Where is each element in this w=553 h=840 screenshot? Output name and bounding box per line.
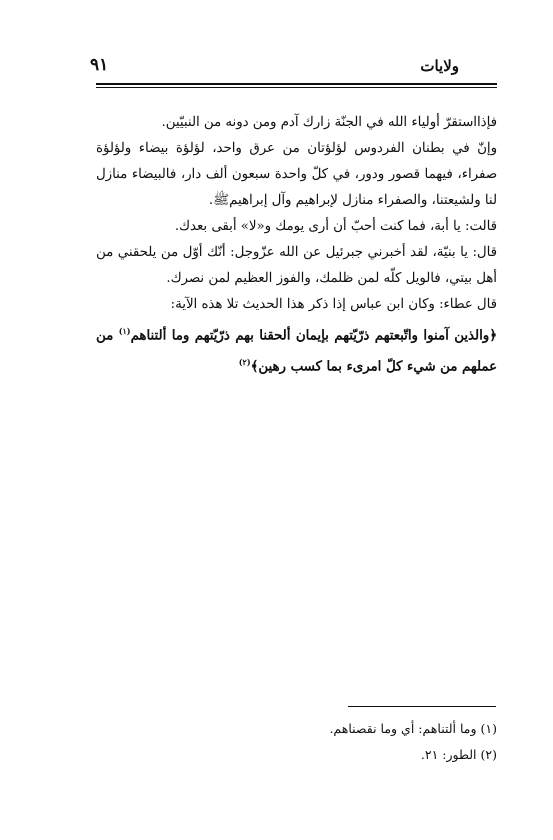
header-rule-thick [96, 83, 497, 85]
footnotes [96, 716, 497, 768]
page-number: ٩١ [90, 55, 109, 75]
paragraph-2: وإنّ في بطنان الفردوس لؤلؤتان من عرق واحد، لؤلؤة بيضاء ولؤلؤة صفراء، فيهما قصور ودور، في كلّ واحدة سبعون ألف دار، فالبيضاء منازل لنا ولشيعتنا، والصفراء منازل لإبراهيم وآل إبراهيمﷺ. [96, 141, 497, 208]
footnote-ref-1: (١) [118, 326, 131, 336]
verse-part-1: ﴿والذين آمنوا واتّبعتهم ذرّيّتهم بإيمان ألحقنا بهم ذرّيّتهم وما ألتناهم [130, 328, 497, 344]
paragraph-3: قالت: يا أبة، فما كنت أحبّ أن أرى يومك و«لا» أبقى بعدك. [174, 219, 497, 234]
verse-part-2: من عملهم من شيء كلّ امرىء بما كسب رهين﴾ [96, 328, 497, 375]
paragraph-4: قال: يا بنيّة، لقد أخبرني جبرئيل عن الله عزّوجل: أنّك أوّل من يلحقني من أهل بيتي، فالويل كلّه لمن ظلمك، والفوز العظيم لمن نصرك. [96, 245, 497, 286]
main-text [96, 110, 497, 381]
paragraph-1: فإذااستقرّ أولياء الله في الجنّة زارك آدم ومن دونه من النبيّين. [161, 115, 497, 130]
footnote-separator [348, 706, 496, 707]
quran-verse [96, 318, 497, 381]
running-header-title: ولايات [420, 57, 459, 75]
footnote-1: (١) وما ألتناهم: أي وما نقصناهم. [329, 721, 497, 736]
paragraph-5: قال عطاء: وكان ابن عباس إذا ذكر هذا الحديث تلا هذه الآية: [170, 297, 497, 312]
header-rule-thin [96, 87, 497, 88]
footnote-2: (٢) الطور: ٢١. [420, 747, 497, 762]
footnote-ref-2: (٢) [238, 357, 251, 368]
